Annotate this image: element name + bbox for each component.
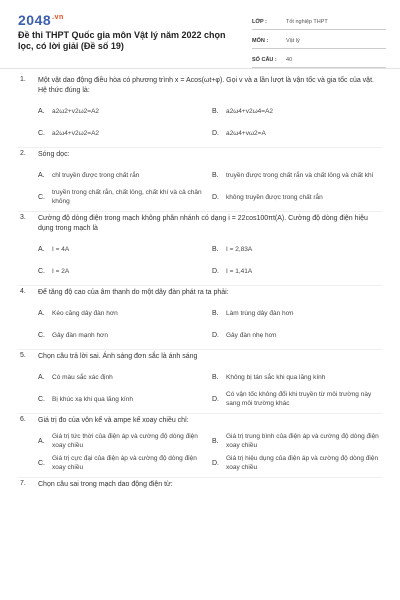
option-a[interactable]: [38, 238, 212, 260]
option-d[interactable]: [212, 452, 386, 474]
option-text: Bị khúc xạ khi qua lăng kính: [52, 395, 133, 403]
question-text: Chọn câu sai trong mạch dao động điện từ:: [38, 481, 173, 488]
option-letter: A.: [38, 309, 45, 317]
option-a[interactable]: [38, 302, 212, 324]
option-grid: [38, 238, 382, 282]
option-text: Không bị tán sắc khi qua lăng kính: [226, 373, 326, 381]
option-c[interactable]: [38, 452, 212, 474]
option-text: I = 2,83A: [226, 245, 253, 253]
option-text: Có màu sắc xác định: [52, 373, 113, 381]
meta-value: 40: [286, 56, 293, 63]
option-text: a2ω4+v2ω2=A2: [52, 129, 100, 137]
question-divider: [18, 349, 382, 350]
option-text: truyền trong chất rắn, chất lỏng, chất khí và cả chân không: [52, 189, 202, 205]
question-2: [0, 150, 400, 208]
option-letter: B.: [212, 107, 219, 115]
option-c[interactable]: [38, 122, 212, 144]
option-a[interactable]: [38, 366, 212, 388]
option-letter: A.: [38, 107, 45, 115]
option-c[interactable]: [38, 186, 212, 208]
question-4: [0, 288, 400, 346]
option-letter: A.: [38, 437, 45, 445]
option-grid: [38, 100, 382, 144]
option-b[interactable]: [212, 430, 386, 452]
meta-count: [252, 52, 386, 68]
option-letter: B.: [212, 245, 219, 253]
option-text: a2ω4+vω2=A: [226, 129, 266, 137]
meta-subject: [252, 33, 386, 49]
exam-meta: [252, 14, 386, 71]
logo-main: 2048: [18, 12, 52, 28]
option-b[interactable]: [212, 100, 386, 122]
option-letter: B.: [212, 309, 219, 317]
question-divider: [18, 147, 382, 148]
option-d[interactable]: [212, 388, 386, 410]
question-1: [0, 76, 400, 144]
option-grid: [38, 366, 382, 410]
option-text: Làm trùng dây đàn hơn: [226, 309, 294, 317]
option-letter: C.: [38, 267, 45, 275]
option-text: I = 2A: [52, 267, 70, 275]
option-a[interactable]: [38, 164, 212, 186]
option-b[interactable]: [212, 238, 386, 260]
option-grid: [38, 430, 382, 474]
question-divider: [18, 477, 382, 478]
option-letter: C.: [38, 395, 45, 403]
option-text: Giá trị tức thời của điện áp và cường độ dòng điện xoay chiều: [52, 433, 198, 449]
option-b[interactable]: [212, 302, 386, 324]
option-letter: C.: [38, 459, 45, 467]
option-letter: B.: [212, 373, 219, 381]
option-grid: [38, 302, 382, 346]
site-logo[interactable]: [18, 12, 64, 28]
option-letter: D.: [212, 331, 219, 339]
option-text: I = 4A: [52, 245, 70, 253]
question-number: 2.: [20, 150, 26, 157]
meta-value: Vật lý: [286, 37, 300, 44]
option-text: Giá trị trung bình của điện áp và cường độ dòng điện xoay chiều: [226, 433, 379, 449]
option-text: a2ω2+v2ω2=A2: [52, 107, 100, 115]
question-number: 4.: [20, 288, 26, 295]
logo-suffix: .vn: [52, 14, 64, 21]
option-text: Gảy đàn mạnh hơn: [52, 331, 108, 339]
question-divider: [18, 413, 382, 414]
option-text: truyền được trong chất rắn và chất lỏng và chất khí: [226, 171, 374, 179]
option-a[interactable]: [38, 100, 212, 122]
option-letter: A.: [38, 245, 45, 253]
option-letter: B.: [212, 171, 219, 179]
question-text: Một vật dao động điều hòa có phương trình x = Acos(ωt+φ). Gọi v và a lần lượt là vận tốc và gia tốc của vật. Hệ thức đúng là:: [38, 77, 374, 94]
meta-class: [252, 14, 386, 30]
option-letter: C.: [38, 193, 45, 201]
option-letter: D.: [212, 129, 219, 137]
question-5: [0, 352, 400, 410]
exam-title: Đề thi THPT Quốc gia môn Vật lý năm 2022 chọn lọc, có lời giải (Đề số 19): [18, 30, 226, 51]
option-d[interactable]: [212, 324, 386, 346]
header-divider: [0, 68, 400, 69]
option-c[interactable]: [38, 324, 212, 346]
option-letter: A.: [38, 373, 45, 381]
question-7: [0, 480, 400, 490]
option-text: Kéo căng dây đàn hơn: [52, 309, 118, 317]
question-3: [0, 214, 400, 282]
question-number: 7.: [20, 480, 26, 487]
question-number: 1.: [20, 76, 26, 83]
option-letter: C.: [38, 331, 45, 339]
option-text: Giá trị cực đại của điện áp và cường độ dòng điện xoay chiều: [52, 455, 197, 471]
question-number: 3.: [20, 214, 26, 221]
question-text: Giá trị đo của vôn kế và ampe kế xoay chiều chỉ:: [38, 417, 189, 424]
question-divider: [18, 211, 382, 212]
option-letter: D.: [212, 267, 219, 275]
question-number: 6.: [20, 416, 26, 423]
option-c[interactable]: [38, 260, 212, 282]
option-text: Có vận tốc không đổi khi truyền từ môi trường này sang môi trường khác: [226, 391, 372, 407]
option-a[interactable]: [38, 430, 212, 452]
question-list: [0, 76, 400, 496]
option-b[interactable]: [212, 164, 386, 186]
question-number: 5.: [20, 352, 26, 359]
option-text: a2ω4+v2ω4=A2: [226, 107, 274, 115]
option-c[interactable]: [38, 388, 212, 410]
option-text: Giá trị hiệu dụng của điện áp và cường độ dòng điện xoay chiều: [226, 455, 379, 471]
option-text: chỉ truyền được trong chất rắn: [52, 171, 140, 179]
option-letter: D.: [212, 459, 219, 467]
option-text: Gảy đàn nhẹ hơn: [226, 331, 277, 339]
option-d[interactable]: [212, 186, 386, 208]
option-letter: A.: [38, 171, 45, 179]
meta-label: MÔN :: [252, 37, 269, 44]
meta-label: SỐ CÂU :: [252, 56, 277, 63]
meta-value: Tốt nghiệp THPT: [286, 18, 328, 25]
question-text: Sóng dọc:: [38, 151, 70, 158]
option-d[interactable]: [212, 122, 386, 144]
option-letter: C.: [38, 129, 45, 137]
option-b[interactable]: [212, 366, 386, 388]
question-text: Cường độ dòng điện trong mạch không phân nhánh có dạng i = 22cos100πt(A). Cường độ dòng điện hiệu dụng trong mạch là: [38, 215, 368, 232]
question-divider: [18, 285, 382, 286]
option-letter: D.: [212, 193, 219, 201]
option-text: không truyền được trong chất rắn: [226, 193, 323, 201]
option-d[interactable]: [212, 260, 386, 282]
question-text: Chọn câu trả lời sai. Ánh sáng đơn sắc là ánh sáng: [38, 353, 198, 360]
option-letter: D.: [212, 395, 219, 403]
option-grid: [38, 164, 382, 208]
question-text: Để tăng độ cao của âm thanh do một dây đàn phát ra ta phải:: [38, 289, 229, 296]
question-6: [0, 416, 400, 474]
meta-label: LỚP :: [252, 18, 267, 25]
option-text: I = 1,41A: [226, 267, 253, 275]
option-letter: B.: [212, 437, 219, 445]
page-header: [0, 0, 400, 64]
